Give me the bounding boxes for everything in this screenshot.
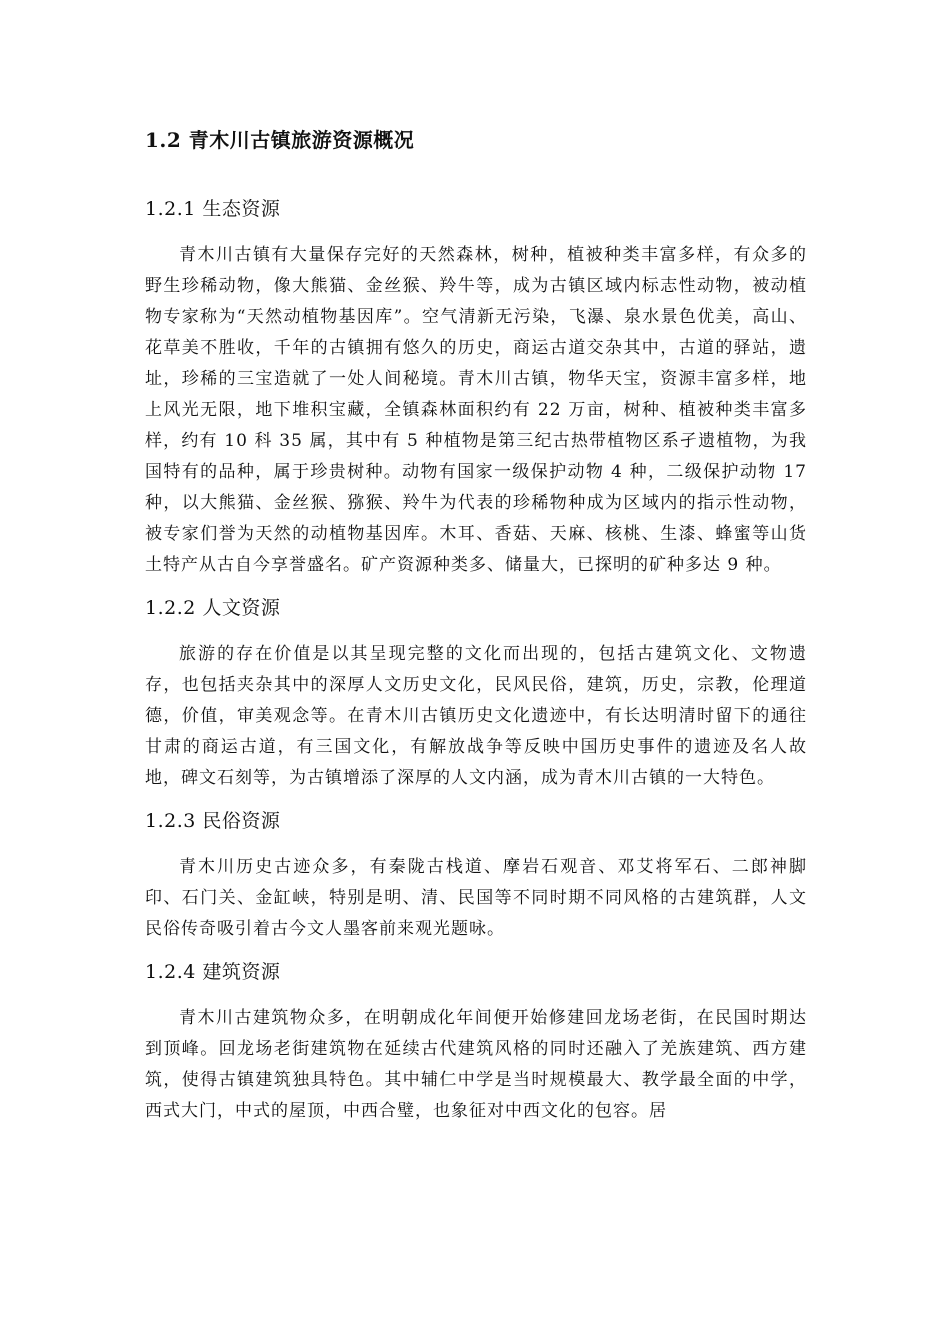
paragraph-architecture: 青木川古建筑物众多，在明朝成化年间便开始修建回龙场老街，在民国时期达到顶峰。回龙场老街建筑物在延续古代建筑风格的同时还融入了羌族建筑、西方建筑，使得古镇建筑独具特色。其中辅仁中学是当时规模最大、教学最全面的中学，西式大门，中式的屋顶，中西合璧，也象征对中西文化的包容。居 — [145, 1008, 807, 1121]
subsection-title-folk-customs: 1.2.3 民俗资源 — [145, 810, 281, 832]
subsection-title-architecture: 1.2.4 建筑资源 — [145, 961, 281, 983]
paragraph-humanities: 旅游的存在价值是以其呈现完整的文化而出现的，包括古建筑文化、文物遗存，也包括夹杂其中的深厚人文历史文化，民风民俗，建筑，历史，宗教，伦理道德，价值，审美观念等。在青木川古镇历史文化遗迹中，有长达明清时留下的通往甘肃的商运古道，有三国文化，有解放战争等反映中国历史事件的遗迹及名人故地，碑文石刻等，为古镇增添了深厚的人文内涵，成为青木川古镇的一大特色。 — [145, 644, 807, 788]
subsection-title-humanities: 1.2.2 人文资源 — [145, 597, 281, 619]
document-body — [145, 116, 807, 1137]
paragraph-folk-customs: 青木川历史古迹众多，有秦陇古栈道、摩岩石观音、邓艾将军石、二郎神脚印、石门关、金缸峡，特别是明、清、民国等不同时期不同风格的古建筑群，人文民俗传奇吸引着古今文人墨客前来观光题咏。 — [145, 857, 807, 939]
section-title: 1.2 青木川古镇旅游资源概况 — [145, 128, 415, 152]
paragraph-ecology: 青木川古镇有大量保存完好的天然森林，树种，植被种类丰富多样，有众多的野生珍稀动物，像大熊猫、金丝猴、羚牛等，成为古镇区域内标志性动物，被动植物专家称为“天然动植物基因库”。空气清新无污染，飞瀑、泉水景色优美，高山、花草美不胜收，千年的古镇拥有悠久的历史，商运古道交杂其中，古道的驿站，遗址，珍稀的三宝造就了一处人间秘境。青木川古镇，物华天宝，资源丰富多样，地上风光无限，地下堆积宝藏，全镇森林面积约有 22 万亩，树种、植被种类丰富多样，约有 10 科 35 属，其中有 5 种植物是第三纪古热带植物区系孑遗植物，为我国特有的品种，属于珍贵树种。动物有国家一级保护动物 4 种，二级保护动物 17 种，以大熊猫、金丝猴、猕猴、羚牛为代表的珍稀物种成为区域内的指示性动物，被专家们誉为天然的动植物基因库。木耳、香菇、天麻、核桃、生漆、蜂蜜等山货土特产从古自今享誉盛名。矿产资源种类多、储量大，已探明的矿种多达 9 种。 — [145, 245, 807, 575]
subsection-title-ecology: 1.2.1 生态资源 — [145, 198, 281, 220]
